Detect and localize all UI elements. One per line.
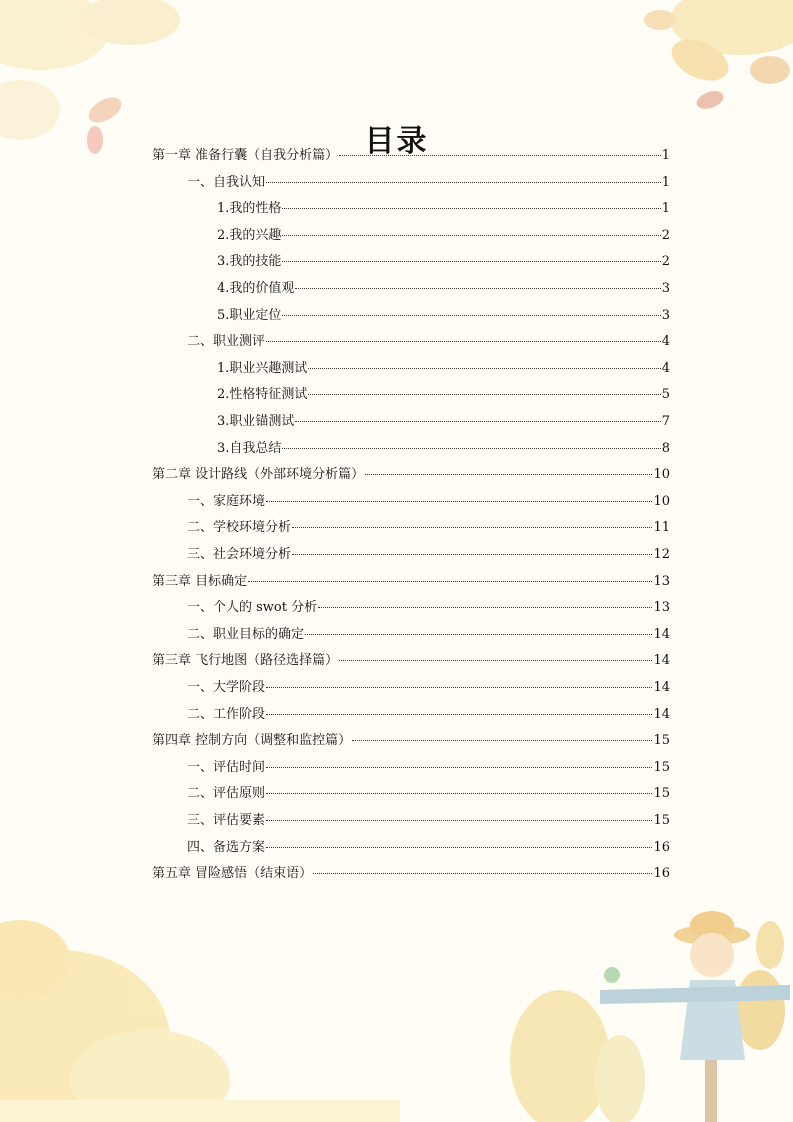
toc-entry-page-number: 14 [653,680,670,695]
toc-entry-page-number: 4 [661,360,670,376]
dot-leader [266,847,652,848]
dot-leader [266,501,652,502]
toc-entry-label: 1.我的性格 [217,201,282,217]
toc-entry-page-number: 13 [653,573,670,589]
toc-entry-page-number: 2 [661,254,670,270]
toc-entry-label: 四、备选方案 [187,839,266,855]
toc-entry-label: 一、自我认知 [187,174,266,190]
toc-entry-label: 一、个人的 swot 分析 [187,600,318,616]
toc-entry-label: 二、学校环境分析 [187,520,292,536]
toc-entry-page-number: 15 [653,786,670,802]
toc-title: 目录 [364,124,429,160]
dot-leader [292,527,652,528]
toc-entry[interactable] [187,595,670,621]
toc-entry-label: 第一章 准备行囊（自我分析篇） [152,148,339,163]
toc-entry-label: 3.我的技能 [217,254,282,270]
dot-leader [339,660,652,661]
dot-leader [282,448,660,449]
toc-entry[interactable] [152,462,670,488]
toc-entry[interactable] [217,436,670,462]
toc-entry[interactable] [152,143,670,169]
toc-entry-page-number: 12 [653,547,670,562]
toc-entry-label: 三、评估要素 [187,813,266,828]
toc-entry[interactable] [152,728,670,754]
toc-entry-page-number: 1 [661,174,670,190]
toc-entry-label: 二、职业测评 [187,334,266,350]
toc-entry-label: 一、家庭环境 [187,493,266,509]
toc-entry-page-number: 15 [653,813,670,828]
toc-entry-label: 一、评估时间 [187,759,266,775]
toc-entry-label: 二、评估原则 [187,786,266,802]
toc-entry-page-number: 16 [653,839,670,855]
dot-leader [308,394,660,395]
toc-entry[interactable] [217,249,670,275]
toc-entry-label: 第三章 飞行地图（路径选择篇） [152,653,339,669]
dot-leader [266,767,652,768]
toc-entry-label: 第五章 冒险感悟（结束语） [152,866,313,882]
toc-entry-page-number: 10 [653,493,670,509]
toc-entry-label: 4.我的价值观 [217,281,295,296]
toc-entry[interactable] [187,170,670,196]
dot-leader [313,873,652,874]
toc-entry-label: 一、大学阶段 [187,680,266,695]
dot-leader [365,474,652,475]
toc-entry-page-number: 3 [661,307,670,323]
toc-entry[interactable] [187,489,670,515]
dot-leader [266,714,652,715]
dot-leader [292,554,652,555]
dot-leader [266,820,652,821]
toc-entry[interactable] [187,835,670,861]
toc-entry-page-number: 13 [653,600,670,616]
toc-entry[interactable] [217,409,670,435]
toc-entry-label: 3.职业锚测试 [217,414,295,429]
toc-entry-page-number: 14 [653,706,670,722]
toc-entry-label: 1.职业兴趣测试 [217,360,308,376]
toc-entry[interactable] [187,542,670,568]
toc-entry[interactable] [152,569,670,595]
toc-entry-page-number: 1 [661,148,670,163]
toc-entry-page-number: 5 [661,387,670,403]
toc-entry-page-number: 8 [661,440,670,456]
toc-entry[interactable] [187,675,670,701]
toc-entry[interactable] [187,515,670,541]
dot-leader [282,235,660,236]
dot-leader [308,368,660,369]
toc-entry-page-number: 7 [661,414,670,429]
dot-leader [248,581,652,582]
toc-entry-label: 二、工作阶段 [187,706,266,722]
dot-leader [266,793,652,794]
toc-entry-label: 第三章 目标确定 [152,573,248,589]
toc-entry[interactable] [217,196,670,222]
toc-entry[interactable] [187,622,670,648]
dot-leader [339,155,661,156]
toc-entry-label: 第四章 控制方向（调整和监控篇） [152,733,352,749]
dot-leader [282,261,660,262]
dot-leader [266,182,661,183]
toc-entry-label: 5.职业定位 [217,307,282,323]
toc-entry[interactable] [187,702,670,728]
toc-entry[interactable] [187,808,670,834]
toc-entry[interactable] [217,303,670,329]
toc-entry[interactable] [152,648,670,674]
toc-entry-page-number: 14 [653,626,670,642]
dot-leader [318,607,652,608]
toc-entry-page-number: 15 [653,759,670,775]
toc-entry-label: 2.我的兴趣 [217,227,282,243]
toc-entry[interactable] [217,223,670,249]
toc-entry-label: 2.性格特征测试 [217,387,308,403]
toc-entry-label: 第二章 设计路线（外部环境分析篇） [152,467,365,483]
dot-leader [266,341,661,342]
toc-entry[interactable] [217,356,670,382]
toc-entry-label: 3.自我总结 [217,440,282,456]
toc-entry[interactable] [152,861,670,887]
toc-entry-page-number: 11 [653,520,670,536]
dot-leader [352,740,652,741]
toc-entry[interactable] [217,276,670,302]
toc-entry[interactable] [187,781,670,807]
toc-entry-page-number: 1 [661,201,670,217]
dot-leader [282,208,660,209]
toc-entry-page-number: 4 [661,334,670,350]
toc-entry-page-number: 2 [661,227,670,243]
toc-entry-label: 二、职业目标的确定 [187,626,305,642]
dot-leader [282,315,660,316]
dot-leader [295,421,660,422]
toc-entry[interactable] [187,329,670,355]
toc-entry[interactable] [217,382,670,408]
toc-entry-page-number: 3 [661,281,670,296]
toc-entry-page-number: 15 [653,733,670,749]
toc-entry-page-number: 16 [653,866,670,882]
dot-leader [295,288,660,289]
dot-leader [266,687,652,688]
dot-leader [305,634,652,635]
toc-entry[interactable] [187,755,670,781]
toc-entry-page-number: 14 [653,653,670,669]
toc-entry-page-number: 10 [653,467,670,483]
toc-entry-label: 三、社会环境分析 [187,547,292,562]
